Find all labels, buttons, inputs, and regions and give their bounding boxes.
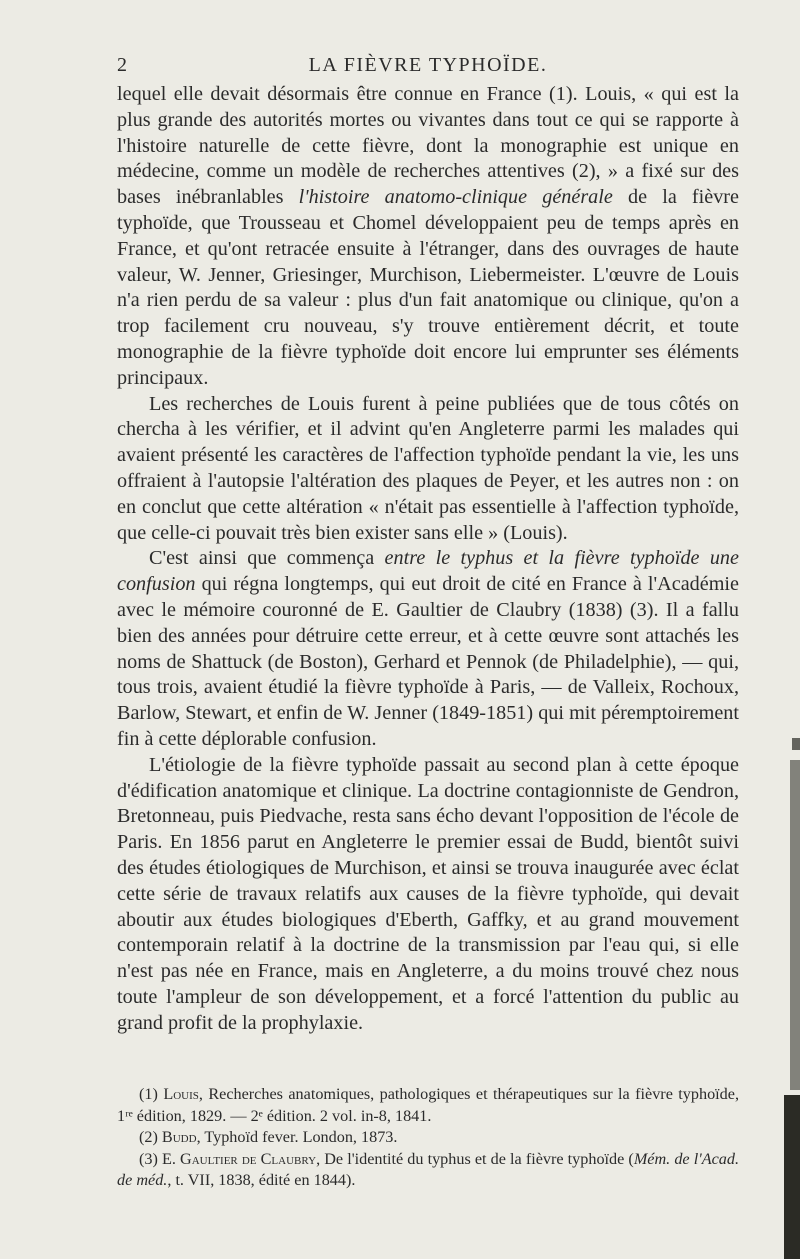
footnote-1-text: , Recherches anatomiques, pathologiques et thérapeutiques sur la fièvre typhoïde, 1ʳᵉ édition, 1829. — 2ᵉ édition. 2 vol. in-8, 1841. bbox=[117, 1085, 740, 1125]
paragraph-4: L'étiologie de la fièvre typhoïde passait au second plan à cette époque d'édification anatomique et clinique. La doctrine contagionniste de Gendron, Bretonneau, puis Piedvache, resta sans écho devant l'opposition de l'école de Paris. En 1856 parut en Angleterre le premier essai de Budd, bientôt suivi des études étiologiques de Murchison, et ainsi se trouva inaugurée avec éclat cette série de travaux relatifs aux causes de la fièvre typhoïde, qui devait aboutir aux études biologiques d'Eberth, Gaffky, et au grand mouvement contemporain relatif à la doctrine de la transmission par l'eau qui, si elle n'est pas née en France, mais en Angleterre, a du moins trouvé chez nous toute l'ampleur de son développement, et a forcé l'attention du public au grand profit de la prophylaxie. bbox=[117, 753, 739, 1034]
footnote-1 bbox=[117, 1084, 739, 1127]
footnote-3-number: (3) E. bbox=[139, 1149, 181, 1168]
paragraph-3-text-a: C'est ainsi que commença bbox=[149, 547, 385, 570]
paragraph-1-text-a: lequel elle devait désormais être connue en France (1). Louis, « qui est la plus grande des autorités mortes ou vivantes dans tout ce qui se rapporte à l'histoire naturelle de cette fièvre, dont la monographie est unique en médecine, comme un modèle de recherches attentives (2), » a fixé sur des bases inébranlables bbox=[117, 83, 739, 209]
paragraph-3-italic: entre le typhus et la fièvre typhoïde une confusion bbox=[117, 547, 739, 596]
footnote-1-author: Louis bbox=[163, 1085, 199, 1103]
footnote-3-text: , De l'identité du typhus et de la fièvre typhoïde ( bbox=[316, 1149, 634, 1168]
footnote-3 bbox=[117, 1149, 739, 1192]
page-number: 2 bbox=[117, 54, 128, 76]
footnote-2-text: , Typhoïd fever. London, 1873. bbox=[196, 1128, 398, 1146]
paragraph-1-text-b: de la fièvre typhoïde, que Trousseau et Chomel développaient peu de temps après en France, et qu'ont retracée ensuite à l'étranger, dans des ouvrages de haute valeur, W. Jenner, Griesinger, Murchison, Liebermeister. L'œuvre de Louis n'a rien perdu de sa valeur : plus d'un fait anatomique ou clinique, qu'on a trop facilement cru nouveau, s'y trouve entièrement décrit, et toute monographie de la fièvre typhoïde doit encore lui emprunter ses éléments principaux. bbox=[117, 186, 739, 389]
page-edge-shadow bbox=[792, 738, 800, 750]
footnote-3-text-end: , t. VII, 1838, édité en 1844). bbox=[167, 1171, 356, 1189]
footnote-2-author: Budd bbox=[161, 1128, 197, 1146]
footnote-2-number: (2) bbox=[139, 1128, 162, 1146]
paragraph-2: Les recherches de Louis furent à peine publiées que de tous côtés on chercha à les vérifier, et il advint qu'en Angleterre parmi les malades qui avaient présenté les caractères de l'affection typhoïde pendant la vie, les uns offraient à l'autopsie l'altération des plaques de Peyer, et les autres non : on en conclut que cette altération « n'était pas essentielle à l'affection typhoïde, que celle-ci pouvait très bien exister sans elle » (Louis). bbox=[117, 392, 739, 544]
footnote-3-author: Gaultier de Claubry bbox=[180, 1149, 317, 1168]
paragraph-1-italic: l'histoire anatomo-clinique générale bbox=[298, 186, 613, 209]
page-edge-shadow bbox=[784, 1095, 800, 1259]
footnotes bbox=[117, 1084, 739, 1192]
page-header bbox=[117, 44, 739, 78]
footnote-1-number: (1) bbox=[139, 1085, 164, 1103]
page-edge-shadow bbox=[790, 760, 800, 1090]
footnote-3-journal: Mém. de l'Acad. de méd. bbox=[117, 1149, 739, 1189]
body-text bbox=[117, 82, 739, 1036]
paragraph-3 bbox=[117, 546, 739, 752]
paragraph-3-text-b: qui régna longtemps, qui eut droit de cité en France à l'Académie avec le mémoire couronné de E. Gaultier de Claubry (1838) (3). Il a fallu bien des années pour détruire cette erreur, et à cette œuvre sont attachés les noms de Shattuck (de Boston), Gerhard et Pennok (de Philadelphie), — qui, tous trois, avaient étudié la fièvre typhoïde à Paris, — de Valleix, Rochoux, Barlow, Stewart, et enfin de W. Jenner (1849-1851) qui mit péremptoirement fin à cette déplorable confusion. bbox=[117, 573, 739, 750]
footnote-2 bbox=[117, 1127, 739, 1149]
paragraph-1 bbox=[117, 82, 739, 392]
running-title: LA FIÈVRE TYPHOÏDE. bbox=[308, 54, 548, 76]
